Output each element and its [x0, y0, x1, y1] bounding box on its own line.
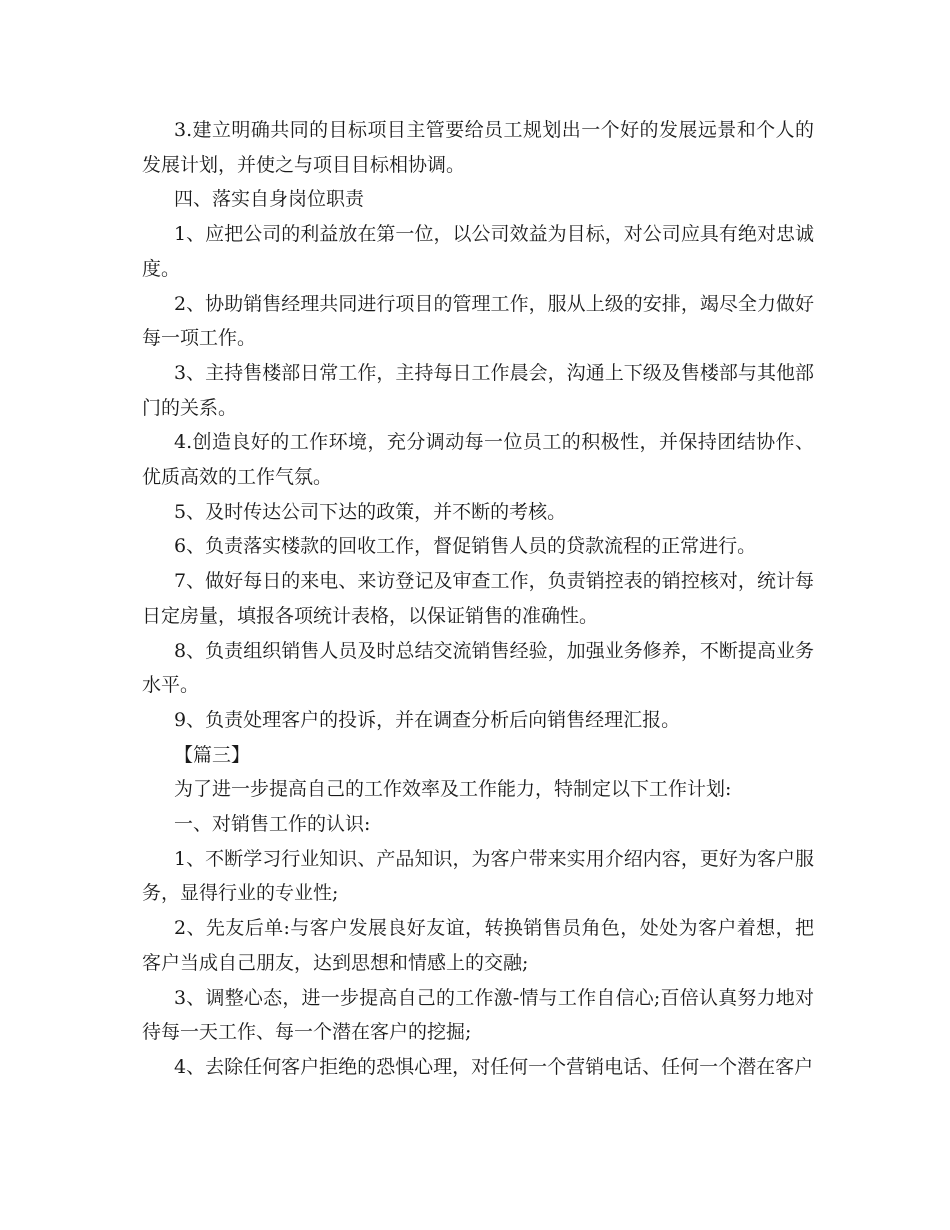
- paragraph-duty-2: 2、协助销售经理共同进行项目的管理工作，服从上级的安排，竭尽全力做好每一项工作。: [142, 292, 814, 350]
- paragraph-sales-4: 4、去除任何客户拒绝的恐惧心理，对任何一个营销电话、任何一个潜在客户: [174, 1055, 814, 1078]
- paragraph-duty-6: 6、负责落实楼款的回收工作，督促销售人员的贷款流程的正常进行。: [174, 535, 757, 558]
- paragraph-duty-5: 5、及时传达公司下达的政策，并不断的考核。: [174, 500, 567, 523]
- paragraph-intro: 为了进一步提高自己的工作效率及工作能力，特制定以下工作计划:: [174, 778, 732, 801]
- section-heading-sales: 一、对销售工作的认识:: [174, 813, 371, 836]
- paragraph-sales-1: 1、不断学习行业知识、产品知识，为客户带来实用介绍内容，更好为客户服务，显得行业的专业性;: [142, 847, 814, 905]
- paragraph-sales-3: 3、调整心态，进一步提高自己的工作激-情与工作自信心;百倍认真努力地对待每一天工作、每一个潜在客户的挖掘;: [142, 986, 814, 1044]
- paragraph-project-goal: 3.建立明确共同的目标项目主管要给员工规划出一个好的发展远景和个人的发展计划，并使之与项目目标相协调。: [142, 119, 814, 176]
- paragraph-duty-7: 7、做好每日的来电、来访登记及审查工作，负责销控表的销控核对，统计每日定房量，填报各项统计表格，以保证销售的准确性。: [142, 570, 814, 627]
- paragraph-sales-2: 2、先友后单:与客户发展良好友谊，转换销售员角色，处处为客户着想，把客户当成自己朋友，达到思想和情感上的交融;: [142, 917, 814, 974]
- section-heading-duties: 四、落实自身岗位职责: [174, 188, 365, 211]
- paragraph-duty-9: 9、负责处理客户的投诉，并在调查分析后向销售经理汇报。: [174, 708, 681, 731]
- paragraph-duty-4: 4.创造良好的工作环境，充分调动每一位员工的积极性，并保持团结协作、优质高效的工作气氛。: [142, 431, 814, 489]
- paragraph-duty-1: 1、应把公司的利益放在第一位，以公司效益为目标，对公司应具有绝对忠诚度。: [142, 223, 814, 280]
- document-body: [142, 113, 814, 1085]
- paragraph-duty-3: 3、主持售楼部日常工作，主持每日工作晨会，沟通上下级及售楼部与其他部门的关系。: [142, 361, 814, 419]
- paragraph-duty-8: 8、负责组织销售人员及时总结交流销售经验，加强业务修养，不断提高业务水平。: [142, 639, 814, 697]
- chapter-heading: 【篇三】: [174, 743, 251, 766]
